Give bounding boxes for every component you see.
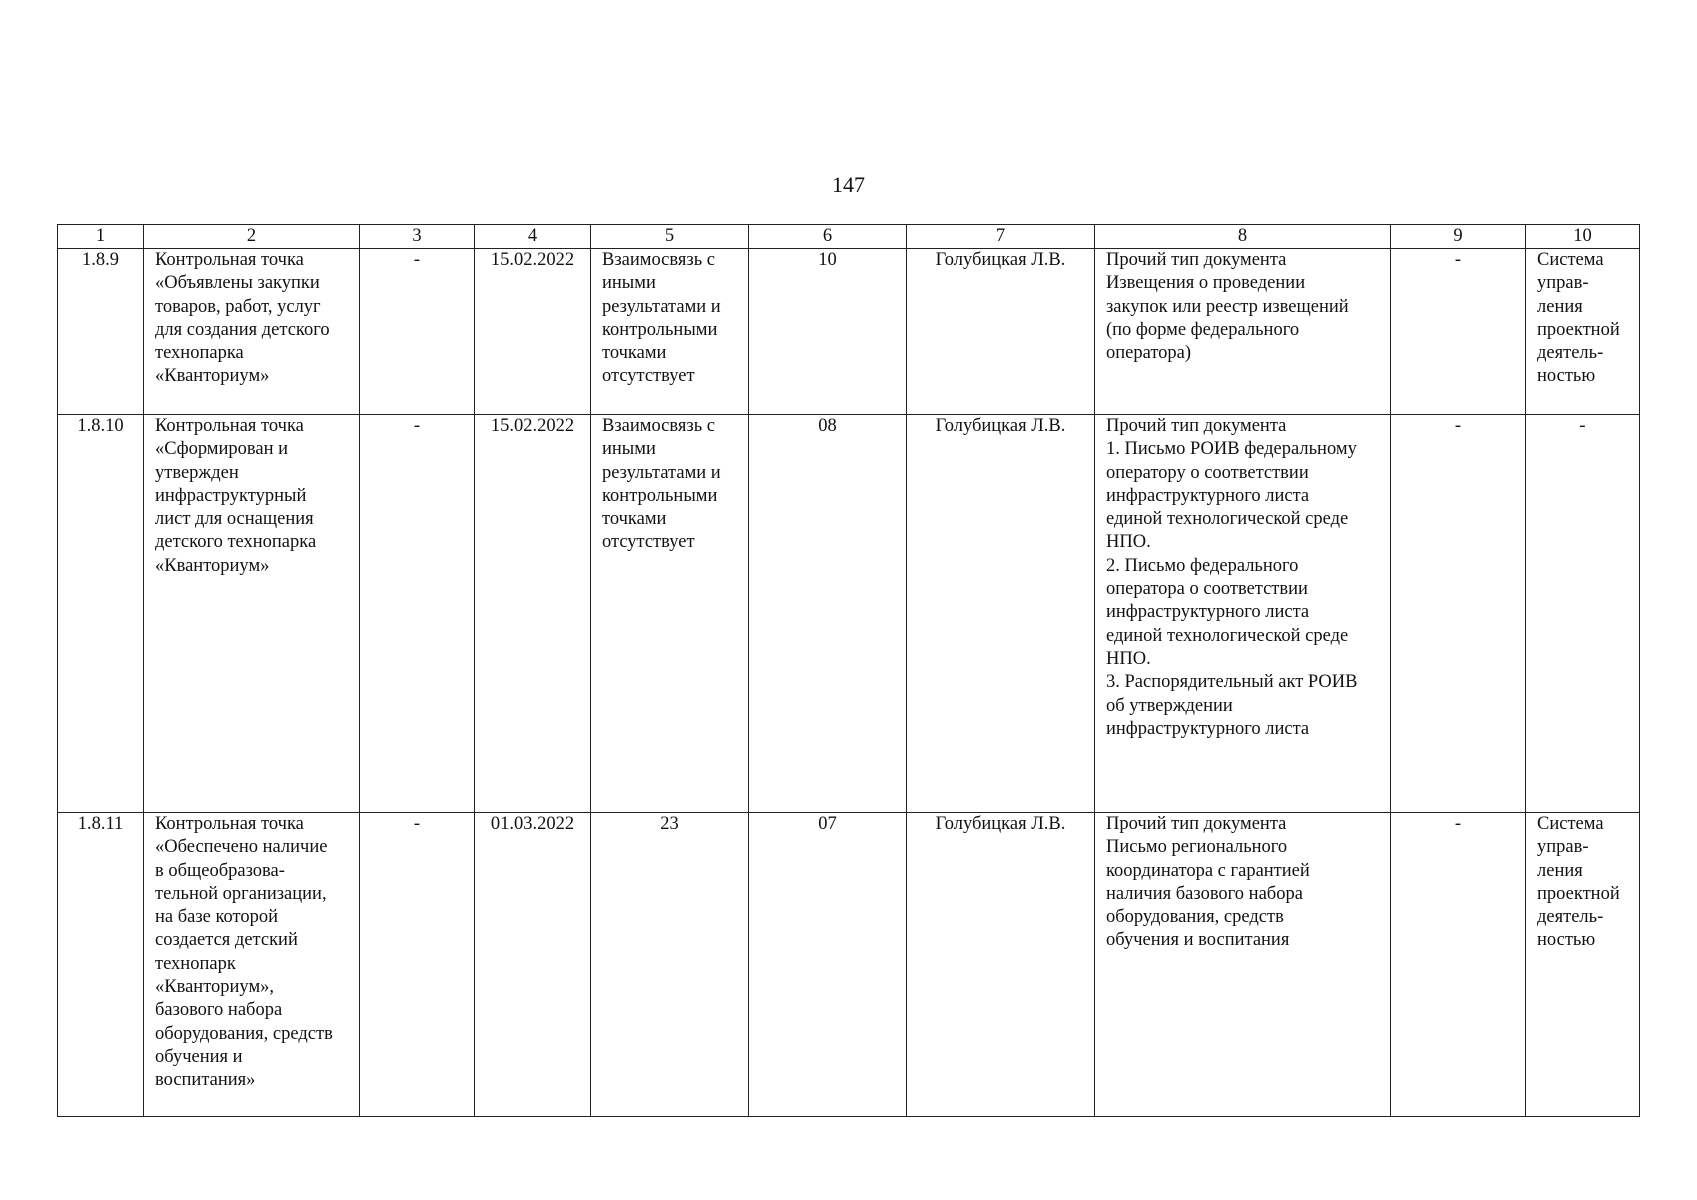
control-point-name: Контрольная точка «Сформирован и утвержден инфраструктурный лист для оснащения детского технопарка «Кванториум» — [144, 415, 360, 813]
date-value: 01.03.2022 — [475, 813, 591, 1117]
col3-value: - — [360, 415, 475, 813]
col6-value: 08 — [749, 415, 907, 813]
relation-value: Взаимосвязь с иными результатами и контрольными точками отсутствует — [591, 415, 749, 813]
table-row — [58, 813, 1640, 1117]
relation-value: Взаимосвязь с иными результатами и контрольными точками отсутствует — [591, 249, 749, 415]
header-col-4: 4 — [475, 225, 591, 249]
table-row — [58, 249, 1640, 415]
page-number: 147 — [832, 172, 865, 197]
table-row — [58, 415, 1640, 813]
responsible-person: Голубицкая Л.В. — [907, 415, 1095, 813]
header-col-3: 3 — [360, 225, 475, 249]
control-point-name: Контрольная точка «Объявлены закупки товаров, работ, услуг для создания детского технопарка «Кванториум» — [144, 249, 360, 415]
date-value: 15.02.2022 — [475, 249, 591, 415]
header-col-6: 6 — [749, 225, 907, 249]
row-number: 1.8.10 — [58, 415, 144, 813]
document-type: Прочий тип документа 1. Письмо РОИВ федеральному оператору о соответствии инфраструктурного листа единой технологической среде НПО. 2. Письмо федерального оператора о соответствии инфраструктурного листа единой технологической среде НПО. 3. Распорядительный акт РОИВ об утверждении инфраструктурного листа — [1095, 415, 1391, 813]
responsible-person: Голубицкая Л.В. — [907, 249, 1095, 415]
col9-value: - — [1391, 813, 1526, 1117]
header-col-1: 1 — [58, 225, 144, 249]
header-col-5: 5 — [591, 225, 749, 249]
system-value: - — [1526, 415, 1640, 813]
col3-value: - — [360, 813, 475, 1117]
document-type: Прочий тип документа Письмо регионального координатора с гарантией наличия базового набора оборудования, средств обучения и воспитания — [1095, 813, 1391, 1117]
document-type: Прочий тип документа Извещения о проведении закупок или реестр извещений (по форме федерального оператора) — [1095, 249, 1391, 415]
row-number: 1.8.11 — [58, 813, 144, 1117]
col9-value: - — [1391, 415, 1526, 813]
header-col-2: 2 — [144, 225, 360, 249]
row-number: 1.8.9 — [58, 249, 144, 415]
responsible-person: Голубицкая Л.В. — [907, 813, 1095, 1117]
control-point-name: Контрольная точка «Обеспечено наличие в общеобразова- тельной организации, на базе которой создается детский технопарк «Кванториум», базового набора оборудования, средств обучения и воспитания» — [144, 813, 360, 1117]
table-header-row — [58, 225, 1640, 249]
date-value: 15.02.2022 — [475, 415, 591, 813]
header-col-9: 9 — [1391, 225, 1526, 249]
col3-value: - — [360, 249, 475, 415]
header-col-10: 10 — [1526, 225, 1640, 249]
system-value: Система управ- ления проектной деятель- ностью — [1526, 249, 1640, 415]
header-col-7: 7 — [907, 225, 1095, 249]
relation-value: 23 — [591, 813, 749, 1117]
col6-value: 10 — [749, 249, 907, 415]
header-col-8: 8 — [1095, 225, 1391, 249]
plan-table — [57, 224, 1640, 1117]
col9-value: - — [1391, 249, 1526, 415]
col6-value: 07 — [749, 813, 907, 1117]
system-value: Система управ- ления проектной деятель- ностью — [1526, 813, 1640, 1117]
